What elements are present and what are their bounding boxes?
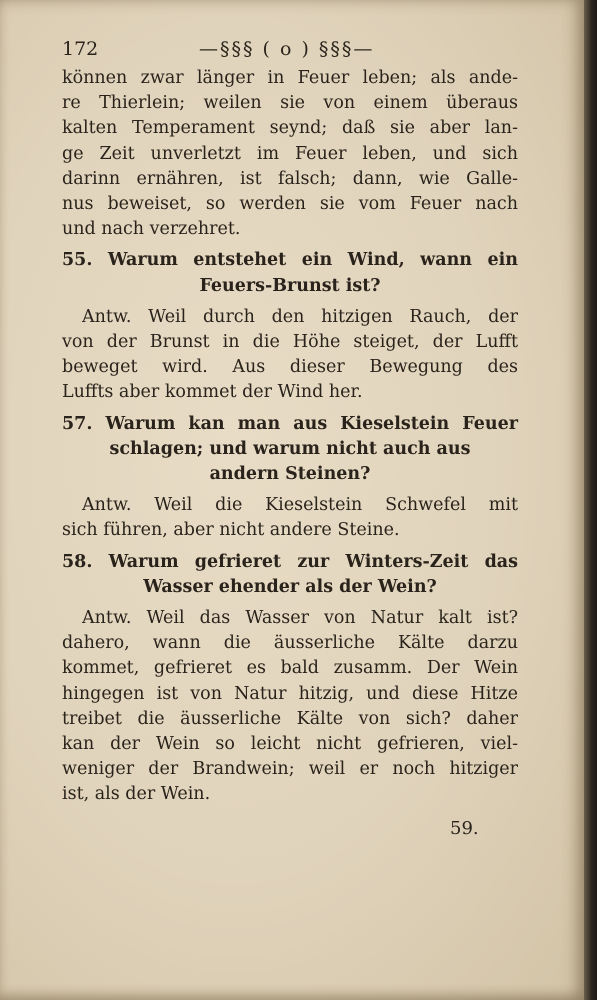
text-line: nus beweiset, so werden sie vom Feuer nach bbox=[62, 194, 518, 215]
text-line: weniger der Brandwein; weil er noch hitziger bbox=[62, 759, 518, 780]
answer-line: Antw. Weil durch den hitzigen Rauch, der bbox=[82, 306, 518, 327]
question-55: 55. Warum entstehet ein Wind, wann ein bbox=[62, 250, 518, 271]
body-text bbox=[62, 66, 518, 808]
answer-line: Antw. Weil das Wasser von Natur kalt ist? bbox=[82, 608, 518, 629]
page-number: 172 bbox=[62, 38, 99, 60]
page-edge bbox=[584, 0, 597, 1000]
page-header bbox=[62, 38, 522, 68]
question-55-cont: Feuers-Brunst ist? bbox=[199, 275, 381, 296]
question-58: 58. Warum gefrieret zur Winters-Zeit das bbox=[62, 551, 518, 572]
question-58-cont: Wasser ehender als der Wein? bbox=[143, 576, 437, 597]
text-line: ge Zeit unverletzt im Feuer leben, und sich bbox=[62, 143, 518, 164]
text-line: hingegen ist von Natur hitzig, und diese Hitze bbox=[62, 683, 518, 704]
question-57-cont: andern Steinen? bbox=[209, 464, 371, 485]
text-line: beweget wird. Aus dieser Bewegung des bbox=[62, 357, 518, 378]
text-line: sich führen, aber nicht andere Steine. bbox=[62, 520, 400, 541]
answer-line: Antw. Weil die Kieselstein Schwefel mit bbox=[82, 495, 518, 516]
question-57-cont: schlagen; und warum nicht auch aus bbox=[109, 438, 471, 459]
text-line: kalten Temperament seynd; daß sie aber lan- bbox=[62, 118, 518, 139]
header-ornament: —§§§ ( o ) §§§— bbox=[199, 38, 375, 60]
text-line: re Thierlein; weilen sie von einem überaus bbox=[62, 93, 518, 114]
text-line: treibet die äusserliche Kälte von sich? daher bbox=[62, 708, 518, 729]
text-line: dahero, wann die äusserliche Kälte darzu bbox=[62, 633, 518, 654]
question-57: 57. Warum kan man aus Kieselstein Feuer bbox=[62, 413, 518, 434]
text-line: kan der Wein so leicht nicht gefrieren, viel- bbox=[62, 734, 518, 755]
text-line: ist, als der Wein. bbox=[62, 784, 211, 805]
text-line: Luffts aber kommet der Wind her. bbox=[62, 382, 363, 403]
text-line: und nach verzehret. bbox=[62, 219, 241, 240]
catchword: 59. bbox=[450, 818, 479, 839]
text-line: können zwar länger in Feuer leben; als ande- bbox=[62, 68, 518, 88]
text-line: darinn ernähren, ist falsch; dann, wie Galle- bbox=[62, 168, 518, 189]
text-line: kommet, gefrieret es bald zusamm. Der Wein bbox=[62, 658, 518, 679]
text-line: von der Brunst in die Höhe steiget, der Lufft bbox=[62, 332, 518, 353]
